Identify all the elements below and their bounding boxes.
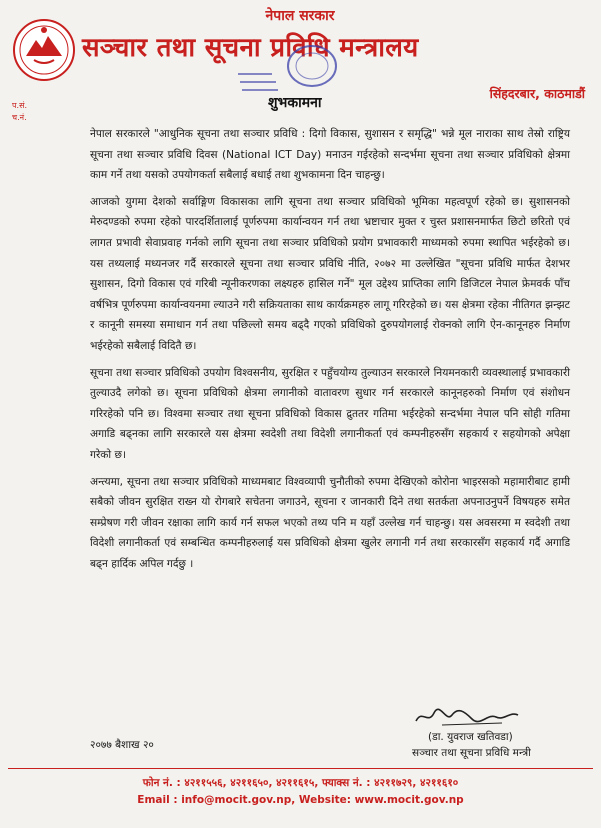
letter-title: शुभकामना (268, 95, 322, 111)
nepal-emblem (12, 18, 76, 82)
ministry-name: सञ्चार तथा सूचना प्रविधि मन्त्रालय (82, 33, 419, 63)
footer-divider (8, 768, 593, 769)
footer-contact-web: Email : info@mocit.gov.np, Website: www.mocit.gov.np (137, 794, 464, 806)
body-paragraph-4: अन्त्यमा, सूचना तथा सञ्चार प्रविधिको माध्यमबाट विश्वव्यापी चुनौतीको रुपमा देखिएको कोरोना भाइरसको महामारीबाट हामी सबैको जीवन सुरक्षित राख्न यो रोगबारे सचेतना जगाउने, सूचना र जानकारी दिने तथा सतर्कता अपनाउनुपर्ने विषयहरु समेत सम्प्रेषण गरी जीवन रक्षाका लागि कार्य गर्न सफल भएको तथ्य पनि म यहाँ उल्लेख गर्न चाहन्छु। यस अवसरमा म स्वदेशी तथा विदेशी लगानीकर्ता एवं सम्बन्धित कम्पनीहरुलाई यस प्रविधिको क्षेत्रमा खुलेर लगानी गर्न तथा सरकारसँग सहकार्य गर्दै अगाडि बढ्न हार्दिक अपिल गर्दछु । (90, 475, 570, 570)
reference-number-label: प.सं. (12, 101, 28, 110)
signatory-name: (डा. युवराज खतिवडा) (428, 731, 513, 743)
body-paragraph-2: आजको युगमा देशको सर्वाङ्गिण विकासका लागि सूचना तथा सञ्चार प्रविधिको भूमिका महत्वपूर्ण रहेको छ। सुशासनको मेरुदण्डको रुपमा रहेको पारदर्शितालाई पूर्णरुपमा कार्यान्वयन गर्न तथा भ्रष्टाचार मुक्त र चुस्त प्रशासनमार्फत छिटो छरितो एवं लागत प्रभावी सेवाप्रवाह गर्नको लागि सूचना तथा सञ्चार प्रविधिको प्रयोग प्रभावकारी माध्यमको रुपमा स्थापित भईरहेको छ। यस तथ्यलाई मध्यनजर गर्दै सरकारले सूचना तथा सञ्चार प्रविधि नीति, २०७२ मा उल्लेखित "सूचना प्रविधि मार्फत देशभर सुशासन, दिगो विकास एवं गरिबी न्यूनीकरणका लक्ष्यहरु हासिल गर्ने" मूल उद्देश्य प्राप्तिका लागि डिजिटल नेपाल फ्रेमवर्क पाँच वर्षभित्र पूर्णरुपमा कार्यान्वयनमा ल्याउने गरी सक्रियताका साथ कार्यक्रमहरु लागू गरिरहेको छ। यस क्षेत्रमा रहेका नीतिगत झन्झट र कानूनी समस्या समाधान गर्न तथा पछिल्लो समय बढ्दै गएको प्रविधिको दुरुपयोगलाई रोक्नको लागि ऐन-कानूनहरु निर्माण भईरहेको सबैलाई विदितै छ। (90, 195, 570, 352)
body-paragraph-3: सूचना तथा सञ्चार प्रविधिको उपयोग विश्वसनीय, सुरक्षित र पहुँचयोग्य तुल्याउन सरकारले नियमनकारी व्यवस्थालाई प्रभावकारी तुल्याउदै लगेको छ। सूचना प्रविधिको क्षेत्रमा लगानीको वातावरण सुधार गर्न सरकारले कानूनहरुको निर्माण एवं संशोधन गरिरहेको पनि छ। विश्वमा सञ्चार तथा सूचना प्रविधिको विकास द्रुततर गतिमा भईरहेको सन्दर्भमा नेपाल पनि सोही गतिमा अगाडि बढ्नका लागि सरकारले यस क्षेत्रमा स्वदेशी तथा विदेशी लगानीकर्ता एवं कम्पनीहरुसँग सहकार्य र सहयोगको अपेक्षा गरेको छ। (90, 366, 570, 461)
body-paragraph-1: नेपाल सरकारले "आधुनिक सूचना तथा सञ्चार प्रविधि : दिगो विकास, सुशासन र समृद्धि" भन्ने मूल नाराका साथ तेस्रो राष्ट्रिय सूचना तथा सञ्चार प्रविधि दिवस (National ICT Day) मनाउन गईरहेको सन्दर्भमा सूचना तथा सञ्चार प्रविधिको क्षेत्रमा काम गर्ने तथा यसको उपयोगकर्ता सबैलाई बधाई तथा शुभकामना दिन चाहन्छु। (90, 128, 570, 182)
office-location: सिंहदरबार, काठमाडौं (489, 86, 585, 101)
letter-body (90, 124, 570, 580)
signatory-role: सञ्चार तथा सूचना प्रविधि मन्त्री (412, 747, 531, 759)
letter-date: २०७७ बैशाख २० (90, 739, 154, 751)
footer-contact-phone: फोन नं. : ४२११५५६, ४२११६५०, ४२११६१५, फ्याक्स नं. : ४२११७२९, ४२११६१० (142, 777, 459, 789)
handwritten-signature (412, 705, 522, 729)
government-name: नेपाल सरकार (265, 8, 335, 24)
dispatch-number-label: च.नं. (12, 113, 27, 122)
